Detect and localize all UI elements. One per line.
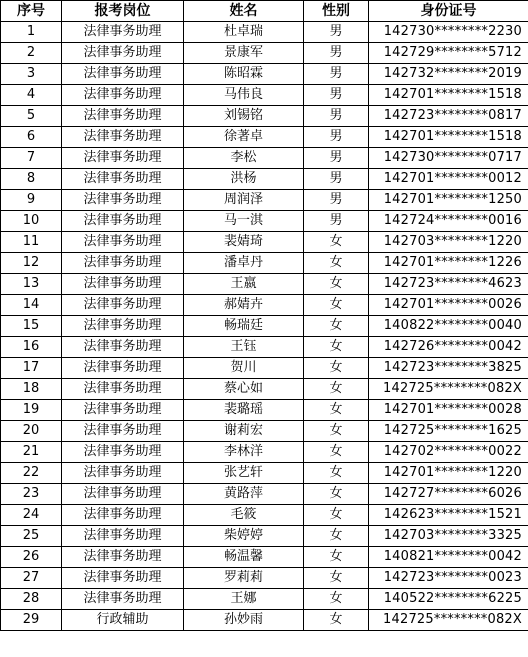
cell-gender: 女 xyxy=(304,232,369,253)
cell-serial: 20 xyxy=(1,421,62,442)
table-row xyxy=(1,106,528,127)
cell-position: 法律事务助理 xyxy=(62,211,184,232)
cell-gender: 女 xyxy=(304,463,369,484)
cell-name: 张艺轩 xyxy=(184,463,304,484)
table-row xyxy=(1,379,528,400)
cell-name: 畅温馨 xyxy=(184,547,304,568)
table-row xyxy=(1,232,528,253)
cell-position: 法律事务助理 xyxy=(62,316,184,337)
cell-gender: 女 xyxy=(304,379,369,400)
cell-gender: 女 xyxy=(304,274,369,295)
cell-serial: 12 xyxy=(1,253,62,274)
table-row xyxy=(1,589,528,610)
table-row xyxy=(1,484,528,505)
table-row xyxy=(1,169,528,190)
cell-id-number: 142701********1226 xyxy=(369,253,528,274)
cell-serial: 14 xyxy=(1,295,62,316)
table-row xyxy=(1,253,528,274)
table-row xyxy=(1,85,528,106)
table-row xyxy=(1,526,528,547)
cell-name: 景康军 xyxy=(184,43,304,64)
cell-position: 法律事务助理 xyxy=(62,190,184,211)
header-row xyxy=(1,1,528,22)
cell-serial: 7 xyxy=(1,148,62,169)
cell-name: 王钰 xyxy=(184,337,304,358)
table-row xyxy=(1,568,528,589)
table-row xyxy=(1,400,528,421)
cell-name: 罗莉莉 xyxy=(184,568,304,589)
table-row xyxy=(1,316,528,337)
cell-gender: 男 xyxy=(304,106,369,127)
cell-name: 孙妙雨 xyxy=(184,610,304,631)
cell-serial: 10 xyxy=(1,211,62,232)
cell-id-number: 140822********0040 xyxy=(369,316,528,337)
cell-position: 法律事务助理 xyxy=(62,589,184,610)
cell-serial: 8 xyxy=(1,169,62,190)
cell-name: 蔡心如 xyxy=(184,379,304,400)
cell-gender: 女 xyxy=(304,589,369,610)
table-row xyxy=(1,358,528,379)
cell-serial: 18 xyxy=(1,379,62,400)
cell-name: 畅瑞廷 xyxy=(184,316,304,337)
cell-gender: 女 xyxy=(304,484,369,505)
cell-id-number: 142730********2230 xyxy=(369,22,528,43)
header-name: 姓名 xyxy=(184,1,304,22)
cell-id-number: 142703********1220 xyxy=(369,232,528,253)
cell-name: 李松 xyxy=(184,148,304,169)
header-position: 报考岗位 xyxy=(62,1,184,22)
cell-gender: 女 xyxy=(304,316,369,337)
cell-serial: 25 xyxy=(1,526,62,547)
cell-serial: 4 xyxy=(1,85,62,106)
cell-position: 法律事务助理 xyxy=(62,253,184,274)
cell-id-number: 142729********5712 xyxy=(369,43,528,64)
cell-name: 裴璐瑶 xyxy=(184,400,304,421)
cell-gender: 男 xyxy=(304,148,369,169)
table-row xyxy=(1,190,528,211)
cell-gender: 男 xyxy=(304,64,369,85)
cell-name: 陈昭霖 xyxy=(184,64,304,85)
cell-id-number: 142725********082X xyxy=(369,610,528,631)
table-row xyxy=(1,463,528,484)
cell-gender: 女 xyxy=(304,253,369,274)
cell-position: 法律事务助理 xyxy=(62,463,184,484)
table-row xyxy=(1,610,528,631)
cell-id-number: 142703********3325 xyxy=(369,526,528,547)
cell-id-number: 142702********0022 xyxy=(369,442,528,463)
cell-gender: 女 xyxy=(304,610,369,631)
table-row xyxy=(1,505,528,526)
cell-gender: 男 xyxy=(304,190,369,211)
cell-position: 法律事务助理 xyxy=(62,421,184,442)
cell-position: 法律事务助理 xyxy=(62,337,184,358)
table-row xyxy=(1,421,528,442)
cell-serial: 23 xyxy=(1,484,62,505)
cell-serial: 3 xyxy=(1,64,62,85)
cell-serial: 5 xyxy=(1,106,62,127)
cell-name: 谢莉宏 xyxy=(184,421,304,442)
cell-position: 法律事务助理 xyxy=(62,22,184,43)
cell-id-number: 142701********0012 xyxy=(369,169,528,190)
cell-id-number: 142725********1625 xyxy=(369,421,528,442)
table-row xyxy=(1,64,528,85)
table-body xyxy=(1,22,528,631)
cell-position: 法律事务助理 xyxy=(62,295,184,316)
cell-position: 法律事务助理 xyxy=(62,148,184,169)
cell-id-number: 142701********1518 xyxy=(369,127,528,148)
cell-gender: 女 xyxy=(304,295,369,316)
cell-position: 法律事务助理 xyxy=(62,127,184,148)
cell-id-number: 142732********2019 xyxy=(369,64,528,85)
cell-serial: 11 xyxy=(1,232,62,253)
cell-serial: 16 xyxy=(1,337,62,358)
cell-id-number: 142723********4623 xyxy=(369,274,528,295)
cell-serial: 21 xyxy=(1,442,62,463)
cell-serial: 1 xyxy=(1,22,62,43)
cell-name: 杜卓瑞 xyxy=(184,22,304,43)
cell-id-number: 142701********1250 xyxy=(369,190,528,211)
cell-serial: 27 xyxy=(1,568,62,589)
cell-id-number: 142701********0026 xyxy=(369,295,528,316)
cell-gender: 女 xyxy=(304,547,369,568)
cell-serial: 29 xyxy=(1,610,62,631)
cell-serial: 13 xyxy=(1,274,62,295)
header-gender: 性别 xyxy=(304,1,369,22)
cell-serial: 2 xyxy=(1,43,62,64)
cell-serial: 9 xyxy=(1,190,62,211)
cell-id-number: 142623********1521 xyxy=(369,505,528,526)
table-row xyxy=(1,127,528,148)
cell-id-number: 142724********0016 xyxy=(369,211,528,232)
cell-gender: 男 xyxy=(304,211,369,232)
cell-gender: 女 xyxy=(304,421,369,442)
cell-position: 法律事务助理 xyxy=(62,274,184,295)
cell-gender: 男 xyxy=(304,127,369,148)
cell-serial: 24 xyxy=(1,505,62,526)
cell-gender: 女 xyxy=(304,358,369,379)
cell-name: 洪杨 xyxy=(184,169,304,190)
cell-position: 法律事务助理 xyxy=(62,568,184,589)
cell-name: 马伟良 xyxy=(184,85,304,106)
cell-id-number: 142701********1518 xyxy=(369,85,528,106)
cell-name: 贺川 xyxy=(184,358,304,379)
cell-serial: 26 xyxy=(1,547,62,568)
cell-position: 法律事务助理 xyxy=(62,442,184,463)
cell-id-number: 142701********0028 xyxy=(369,400,528,421)
cell-id-number: 140522********6225 xyxy=(369,589,528,610)
cell-gender: 女 xyxy=(304,337,369,358)
cell-id-number: 142725********082X xyxy=(369,379,528,400)
cell-position: 法律事务助理 xyxy=(62,85,184,106)
cell-gender: 男 xyxy=(304,22,369,43)
cell-id-number: 140821********0042 xyxy=(369,547,528,568)
cell-name: 郝婧卉 xyxy=(184,295,304,316)
cell-name: 毛筱 xyxy=(184,505,304,526)
cell-position: 法律事务助理 xyxy=(62,526,184,547)
cell-id-number: 142726********0042 xyxy=(369,337,528,358)
cell-gender: 男 xyxy=(304,43,369,64)
cell-id-number: 142723********0023 xyxy=(369,568,528,589)
cell-gender: 女 xyxy=(304,568,369,589)
cell-position: 法律事务助理 xyxy=(62,169,184,190)
table-row xyxy=(1,274,528,295)
table-row xyxy=(1,22,528,43)
cell-gender: 男 xyxy=(304,169,369,190)
cell-gender: 女 xyxy=(304,505,369,526)
cell-position: 法律事务助理 xyxy=(62,379,184,400)
cell-position: 法律事务助理 xyxy=(62,64,184,85)
cell-name: 刘锡铭 xyxy=(184,106,304,127)
cell-serial: 28 xyxy=(1,589,62,610)
cell-name: 李林洋 xyxy=(184,442,304,463)
table-row xyxy=(1,211,528,232)
cell-serial: 6 xyxy=(1,127,62,148)
table-row xyxy=(1,337,528,358)
cell-name: 马一淇 xyxy=(184,211,304,232)
cell-name: 徐著卓 xyxy=(184,127,304,148)
cell-serial: 15 xyxy=(1,316,62,337)
cell-gender: 男 xyxy=(304,85,369,106)
cell-name: 柴婷婷 xyxy=(184,526,304,547)
cell-name: 黄路萍 xyxy=(184,484,304,505)
table-header xyxy=(1,1,528,22)
table-row xyxy=(1,148,528,169)
cell-name: 王娜 xyxy=(184,589,304,610)
cell-name: 裴婧琦 xyxy=(184,232,304,253)
table-row xyxy=(1,295,528,316)
cell-serial: 22 xyxy=(1,463,62,484)
cell-position: 行政辅助 xyxy=(62,610,184,631)
cell-gender: 女 xyxy=(304,526,369,547)
cell-id-number: 142701********1220 xyxy=(369,463,528,484)
cell-position: 法律事务助理 xyxy=(62,43,184,64)
header-id-number: 身份证号 xyxy=(369,1,528,22)
cell-position: 法律事务助理 xyxy=(62,232,184,253)
cell-position: 法律事务助理 xyxy=(62,484,184,505)
cell-name: 王嬴 xyxy=(184,274,304,295)
cell-id-number: 142723********3825 xyxy=(369,358,528,379)
cell-gender: 女 xyxy=(304,442,369,463)
cell-name: 潘卓丹 xyxy=(184,253,304,274)
table-row xyxy=(1,547,528,568)
cell-id-number: 142730********0717 xyxy=(369,148,528,169)
cell-position: 法律事务助理 xyxy=(62,547,184,568)
cell-gender: 女 xyxy=(304,400,369,421)
cell-id-number: 142723********0817 xyxy=(369,106,528,127)
header-serial: 序号 xyxy=(1,1,62,22)
cell-position: 法律事务助理 xyxy=(62,505,184,526)
cell-serial: 19 xyxy=(1,400,62,421)
cell-position: 法律事务助理 xyxy=(62,400,184,421)
cell-serial: 17 xyxy=(1,358,62,379)
cell-position: 法律事务助理 xyxy=(62,358,184,379)
cell-position: 法律事务助理 xyxy=(62,106,184,127)
table-row xyxy=(1,43,528,64)
table-row xyxy=(1,442,528,463)
cell-name: 周润泽 xyxy=(184,190,304,211)
cell-id-number: 142727********6026 xyxy=(369,484,528,505)
